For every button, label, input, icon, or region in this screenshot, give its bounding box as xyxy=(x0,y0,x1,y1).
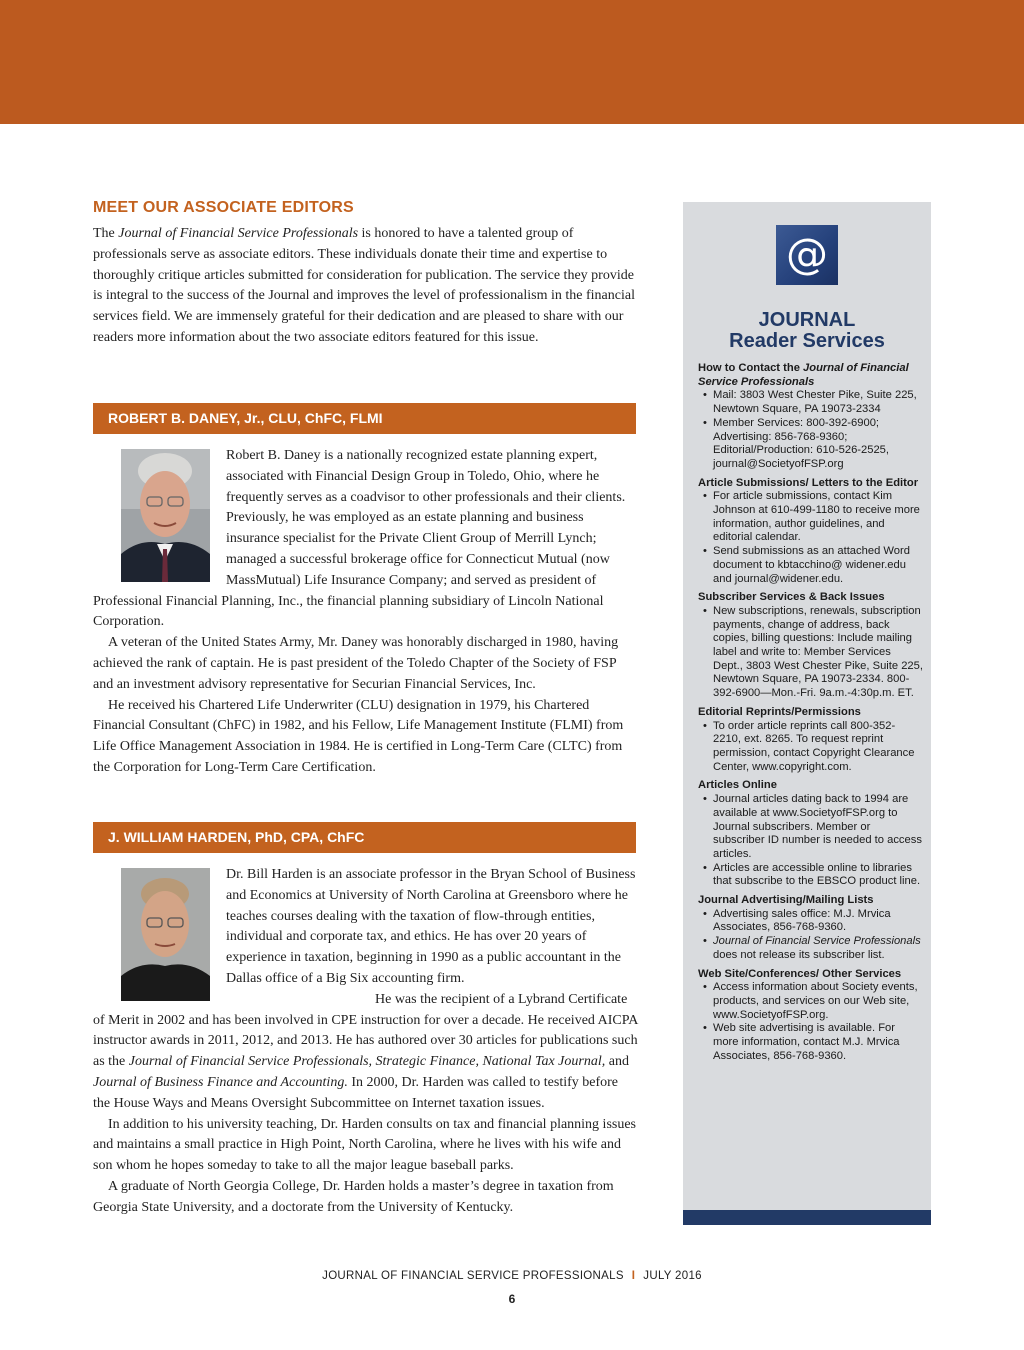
at-sign-icon xyxy=(776,225,838,285)
sidebar-bottom-bar xyxy=(683,1210,931,1225)
footer-separator: I xyxy=(631,1270,636,1282)
intro-journal-title: Journal of Financial Service Professionals xyxy=(118,226,359,241)
list-item: • Advertising sales office: M.J. Mrvica Associates, 856-768-9360. xyxy=(698,908,923,935)
section-heading: Article Submissions/ Letters to the Editor xyxy=(698,476,919,489)
reprints-section xyxy=(698,706,923,775)
bio-paragraph: Robert B. Daney is a nationally recognized estate planning expert, associated with Financial Design Group in Toledo, Ohio, where he frequently serves as a coadvisor to other professionals and their clients. Previously, he was employed as an estate planning and business insurance specialist for the Private Client Group of Merrill Lynch; managed a successful brokerage office for Connecticut Mutual (now MassMutual) Life Insurance Company; and served as president of Professional Financial Planning, Inc., the financial planning subsidiary of Lincoln National Corporation. xyxy=(93,448,626,630)
list-item: • Web site advertising is available. For more information, contact M.J. Mrvica Associates, 856-768-9360. xyxy=(698,1022,923,1063)
bio-publication: Journal of Business Finance and Accounting. xyxy=(93,1074,348,1090)
bio-paragraph: A veteran of the United States Army, Mr. Daney was honorably discharged in 1980, having achieved the rank of captain. He is past president of the Toledo Chapter of the Society of FSP and an investment advisory representative for Securian Financial Services, Inc. xyxy=(93,635,619,692)
heading-journal: Journal of Financial Service Professionals xyxy=(698,362,909,388)
sidebar-content xyxy=(698,362,923,1068)
bio-text: and xyxy=(605,1054,629,1070)
contact-section xyxy=(698,362,923,472)
header-band xyxy=(0,0,1024,124)
bio-paragraph xyxy=(93,990,638,1115)
section-heading: Web Site/Conferences/ Other Services xyxy=(698,967,902,980)
advertising-section xyxy=(698,894,923,963)
sidebar-title-journal: JOURNAL xyxy=(758,309,856,331)
list-item: • New subscriptions, renewals, subscription payments, change of address, back copies, billing questions: Include mailing label and write to: Member Services Dept., 3803 West Chester Pike, Suite 225, Newtown Square, PA 19073-2334. 800-392-6900—Mon.-Fri. 9a.m.-4:30p.m. ET. xyxy=(698,605,923,701)
page-footer xyxy=(0,1270,1024,1282)
footer-date: JULY 2016 xyxy=(643,1270,702,1282)
footer-journal: JOURNAL OF FINANCIAL SERVICE PROFESSIONALS xyxy=(322,1270,624,1282)
online-section xyxy=(698,779,923,889)
list-item: • Mail: 3803 West Chester Pike, Suite 225, Newtown Square, PA 19073-2334 xyxy=(698,389,923,416)
intro-text-pre: The xyxy=(93,226,119,241)
section-heading: Subscriber Services & Back Issues xyxy=(698,591,885,604)
bio-text: In 2000, Dr. Harden was called to testify before the House Ways and Means Oversight Subcommittee on Internet taxation issues. xyxy=(93,1074,619,1111)
bio-paragraph: A graduate of North Georgia College, Dr. Harden holds a master’s degree in taxation from Georgia State University, and a doctorate from the University of Kentucky. xyxy=(93,1178,614,1215)
sidebar-title-reader-services: Reader Services xyxy=(729,330,885,352)
editor-name-bar: ROBERT B. DANEY, Jr., CLU, ChFC, FLMI xyxy=(93,403,636,434)
subscriber-section xyxy=(698,591,923,701)
web-list xyxy=(698,981,923,1063)
list-item: • For article submissions, contact Kim Johnson at 610-499-1180 to receive more information, author guidelines, and editorial calendar. xyxy=(698,490,923,545)
heading-text: How to Contact the xyxy=(698,362,804,374)
page-title: MEET OUR ASSOCIATE EDITORS xyxy=(93,199,354,216)
reprints-list xyxy=(698,720,923,775)
bio-paragraph: In addition to his university teaching, Dr. Harden consults on tax and financial planning issues and maintains a small practice in High Point, North Carolina, where he lives with his wife and son whom he hopes someday to take to all the major league baseball parks. xyxy=(93,1116,637,1174)
editor-bio-daney xyxy=(93,446,638,779)
editor-name-bar: J. WILLIAM HARDEN, PhD, CPA, ChFC xyxy=(93,822,636,853)
list-item xyxy=(698,935,923,962)
section-heading xyxy=(698,362,923,389)
online-list xyxy=(698,793,923,889)
web-section xyxy=(698,968,923,1064)
list-item: • Member Services: 800-392-6900; Advertising: 856-768-9360; Editorial/Production: 610-526-2525, journal@SocietyofFSP.org xyxy=(698,417,923,472)
list-item-text: does not release its subscriber list. xyxy=(713,948,885,961)
list-item: • To order article reprints call 800-352-2210, ext. 8265. To request reprint permission, contact Copyright Clearance Center, www.copyright.com. xyxy=(698,720,923,775)
list-item-journal: Journal of Financial Service Professionals xyxy=(713,935,921,948)
bio-paragraph: Dr. Bill Harden is an associate professor in the Bryan School of Business and Economics at University of North Carolina at Greensboro where he teaches courses dealing with the taxation of flow-through entities, individual and corporate tax, and ethics. He has over 20 years of experience in taxation, beginning in 1990 as a public accountant in the Dallas office of a Big Six accounting firm. xyxy=(226,867,636,986)
page-number: 6 xyxy=(508,1292,516,1306)
intro-section xyxy=(93,199,638,349)
list-item: • Journal articles dating back to 1994 are available at www.SocietyofFSP.org to Journal subscribers. Member or subscriber ID number is needed to access articles. xyxy=(698,793,923,862)
contact-list xyxy=(698,389,923,471)
bio-paragraph: He received his Chartered Life Underwriter (CLU) designation in 1979, his Chartered Financial Consultant (ChFC) in 1982, and his Fellow, Life Management Institute (FLMI) from Life Office Management Association in 1984. He is certified in Long-Term Care (CLTC) from the Corporation for Long-Term Care Certification. xyxy=(93,697,624,775)
editor-bio-harden xyxy=(93,865,638,1219)
list-item: • Send submissions as an attached Word document to kbtacchino@ widener.edu and journal@widener.edu. xyxy=(698,545,923,586)
advertising-list xyxy=(698,908,923,963)
bio-text: He was the recipient of a Lybrand Certificate of Merit in 2002 and has been involved in CPE instruction for over a decade. He received AICPA instructor awards in 2011, 2012, and 2013. He has authored over 30 articles for publications such as the xyxy=(93,991,638,1070)
bio-publications: Journal of Financial Service Professionals, Strategic Finance, National Tax Journal, xyxy=(128,1054,606,1070)
reader-services-sidebar xyxy=(683,202,931,1225)
intro-text-post: is honored to have a talented group of professionals serve as associate editors. These individuals donate their time and expertise to thoroughly critique articles submitted for consideration for publication. The service they provide is integral to the success of the Journal and improves the level of professionalism in the financial services field. We are immensely grateful for their dedication and are pleased to share with our readers more information about the two associate editors featured for this issue. xyxy=(93,226,635,345)
submissions-section xyxy=(698,477,923,587)
submissions-list xyxy=(698,490,923,586)
intro-paragraph xyxy=(93,224,638,349)
section-heading: Editorial Reprints/Permissions xyxy=(698,705,861,718)
section-heading: Articles Online xyxy=(698,779,777,792)
list-item: • Access information about Society events, products, and services on our Web site, www.SocietyofFSP.org. xyxy=(698,981,923,1022)
section-heading: Journal Advertising/Mailing Lists xyxy=(698,894,874,907)
subscriber-list xyxy=(698,605,923,701)
list-item: • Articles are accessible online to libraries that subscribe to the EBSCO product line. xyxy=(698,862,923,889)
at-glyph: @ xyxy=(786,229,828,278)
